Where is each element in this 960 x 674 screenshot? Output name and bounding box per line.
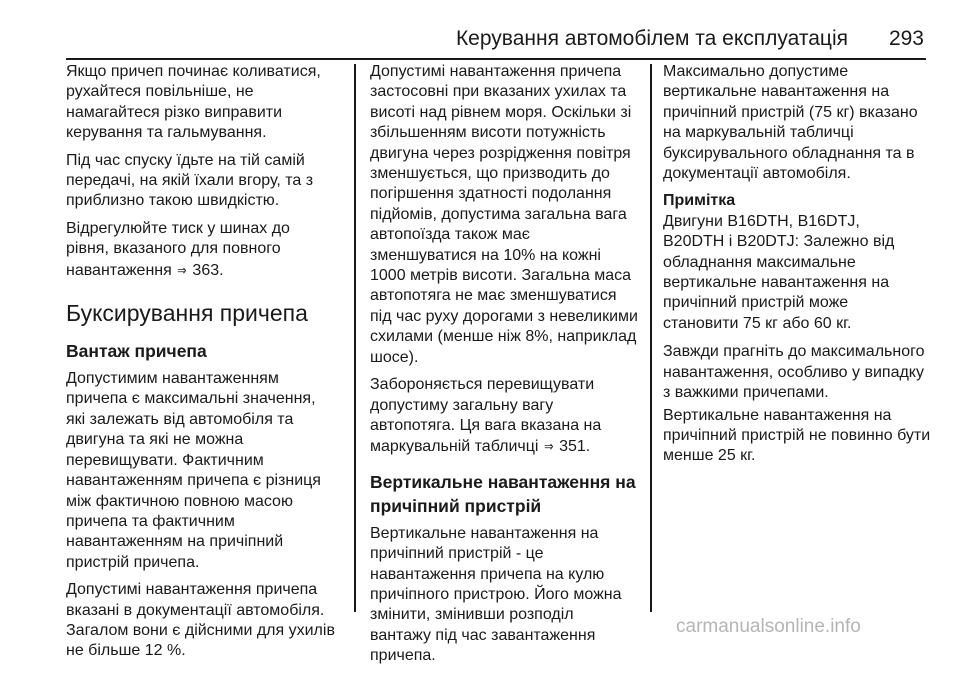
paragraph: Допустимим навантаженням причепа є максимальні значення, які залежать від автомобіля та двигуна та які не можна перевищувати. Фактичним навантаженням причепа є різниця між фактичною повною масою причепа та фактичним навантаженням на причіпний пристрій причепа. <box>66 370 321 571</box>
watermark: carmanualsonline.info <box>676 616 861 637</box>
paragraph: Допустимі навантаження причепа застосовні при вказаних ухилах та висоті над рівнем моря. Оскільки зі збільшенням висоти потужність двигуна через розрідження повітря зменшується, що призводить до погіршення здатності подолання підйомів, допустима загальна вага автопоїзда також має зменшуватися на 10% на кожні 1000 метрів висоти. Загальна маса автопотяга не має зменшуватися під час руху дорогами з невеликими схилами (менше ніж 8%, наприклад шосе). <box>370 63 638 366</box>
page-reference-link[interactable]: 363. <box>192 261 224 279</box>
paragraph: Вертикальне навантаження на причіпний пристрій не повинно бути менше 25 кг. <box>663 406 931 465</box>
paragraph: Відрегулюйте тиск у шинах до рівня, вказаного для повного навантаження ⇒ 363. <box>66 219 290 279</box>
page-header <box>0 0 960 58</box>
page-number: 293 <box>888 27 924 50</box>
column-2 <box>370 62 648 674</box>
note-title: Примітка <box>663 192 736 210</box>
header-divider <box>66 58 926 60</box>
page-reference-arrow-icon: ⇒ <box>177 261 187 278</box>
chapter-title: Керування автомобілем та експлуатація <box>455 27 848 50</box>
page-reference-arrow-icon: ⇒ <box>544 438 554 455</box>
paragraph: Забороняється перевищувати допустиму загальну вагу автопотяга. Ця вага вказана на маркувальній табличці ⇒ 351. <box>370 376 602 456</box>
paragraph: Якщо причеп починає коливатися, рухайтеся повільніше, не намагайтеся різко виправити керування та гальмування. <box>66 63 321 142</box>
paragraph: Допустимі навантаження причепа вказані в документації автомобіля. Загалом вони є дійсними для ухилів не більше 12 %. <box>66 581 335 660</box>
paragraph: Під час спуску їдьте на тій самій передачі, на якій їхали вгору, та з приблизно такою швидкістю. <box>66 151 314 210</box>
paragraph: Вертикальне навантаження на причіпний пристрій - це навантаження причепа на кулю причіпного пристрою. Його можна змінити, змінивши розподіл вантажу під час завантаження причепа. <box>370 524 622 665</box>
column-divider-1 <box>354 64 356 612</box>
subsection-heading: Вантаж причепа <box>66 341 207 362</box>
note-box: Примітка Двигуни B16DTH, B16DTJ, B20DTH і B20DTJ: Залежно від обладнання максимальне вертикальне навантаження на причіпний пристрій може становити 75 кг або 60 кг. <box>663 191 948 334</box>
section-heading: Буксирування причепа <box>66 300 308 327</box>
subsection-heading: Вертикальне навантаження на причіпний пристрій <box>370 471 636 516</box>
column-1 <box>66 62 351 669</box>
column-divider-2 <box>650 64 652 612</box>
paragraph: Максимально допустиме вертикальне навантаження на причіпний пристрій (75 кг) вказано на маркувальній табличці буксирувального обладнання та в документації автомобіля. <box>663 63 918 183</box>
column-3 <box>663 62 948 474</box>
paragraph: Завжди прагніть до максимального навантаження, особливо у випадку з важкими причепами. <box>663 343 925 402</box>
page-reference-link[interactable]: 351. <box>559 438 591 456</box>
